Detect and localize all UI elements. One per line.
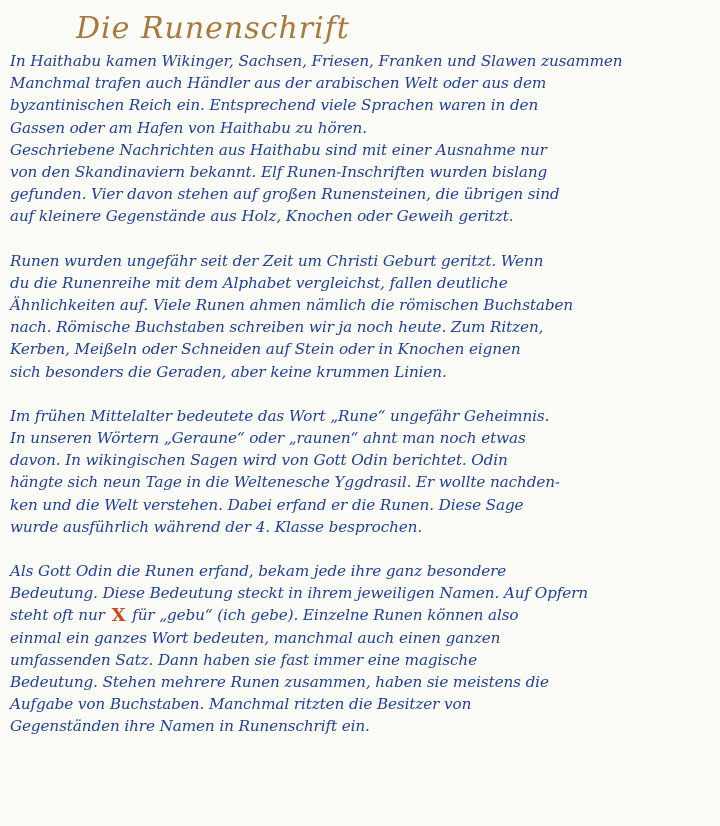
text-line: von den Skandinaviern bekannt. Elf Runen-Inschriften wurden bislang: [10, 163, 548, 182]
gebo-rune-icon: X: [111, 605, 126, 627]
text-line: Ähnlichkeiten auf. Viele Runen ahmen nämlich die römischen Buchstaben: [10, 296, 574, 315]
page-title: Die Runenschrift: [76, 11, 350, 46]
text-line: Manchmal trafen auch Händler aus der arabischen Welt oder aus dem: [10, 74, 547, 93]
text-line: davon. In wikingischen Sagen wird von Gott Odin berichtet. Odin: [10, 451, 508, 470]
text-line: Als Gott Odin die Runen erfand, bekam jede ihre ganz besondere: [10, 562, 507, 581]
paragraph-2: [10, 250, 710, 383]
text-line: Aufgabe von Buchstaben. Manchmal ritzten die Besitzer von: [10, 695, 472, 714]
text-line: sich besonders die Geraden, aber keine krummen Linien.: [10, 362, 447, 381]
paragraph-4: [10, 560, 710, 738]
text-line: einmal ein ganzes Wort bedeuten, manchmal auch einen ganzen: [10, 628, 501, 647]
text-line: Bedeutung. Diese Bedeutung steckt in ihrem jeweiligen Namen. Auf Opfern: [10, 584, 588, 603]
text-line-with-rune: [10, 604, 710, 626]
text-line: byzantinischen Reich ein. Entsprechend viele Sprachen waren in den: [10, 96, 539, 115]
paragraph-gap: [10, 228, 710, 250]
text-line: wurde ausführlich während der 4. Klasse besprochen.: [10, 517, 423, 536]
text-line: gefunden. Vier davon stehen auf großen Runensteinen, die übrigen sind: [10, 185, 560, 204]
text-line: Gegenständen ihre Namen in Runenschrift ein.: [10, 717, 370, 736]
text-line: Gassen oder am Hafen von Haithabu zu hören.: [10, 118, 367, 137]
paragraph-1: [10, 50, 710, 228]
text-line: du die Runenreihe mit dem Alphabet vergleichst, fallen deutliche: [10, 273, 508, 292]
text-line: auf kleinere Gegenstände aus Holz, Knochen oder Geweih geritzt.: [10, 207, 514, 226]
text-line: In Haithabu kamen Wikinger, Sachsen, Friesen, Franken und Slawen zusammen: [10, 52, 623, 70]
text-line: nach. Römische Buchstaben schreiben wir ja noch heute. Zum Ritzen,: [10, 318, 544, 337]
text-line: hängte sich neun Tage in die Weltenesche Yggdrasil. Er wollte nachden-: [10, 473, 560, 492]
paragraph-gap: [10, 383, 710, 405]
text-line: ken und die Welt verstehen. Dabei erfand er die Runen. Diese Sage: [10, 495, 524, 514]
text-line: Im frühen Mittelalter bedeutete das Wort „Rune“ ungefähr Geheimnis.: [10, 406, 550, 425]
rune-line-start: steht oft nur: [10, 606, 105, 625]
rune-line-end: für „gebu“ (ich gebe). Einzelne Runen können also: [132, 606, 519, 625]
text-line: Runen wurden ungefähr seit der Zeit um Christi Geburt geritzt. Wenn: [10, 251, 544, 270]
text-line: Kerben, Meißeln oder Schneiden auf Stein oder in Knochen eignen: [10, 340, 521, 359]
text-line: umfassenden Satz. Dann haben sie fast immer eine magische: [10, 650, 477, 669]
paragraph-3: [10, 405, 710, 538]
text-line: Geschriebene Nachrichten aus Haithabu sind mit einer Ausnahme nur: [10, 140, 547, 159]
text-line: In unseren Wörtern „Geraune“ oder „raunen“ ahnt man noch etwas: [10, 429, 526, 448]
text-line: Bedeutung. Stehen mehrere Runen zusammen, haben sie meistens die: [10, 673, 549, 692]
paragraph-gap: [10, 538, 710, 560]
